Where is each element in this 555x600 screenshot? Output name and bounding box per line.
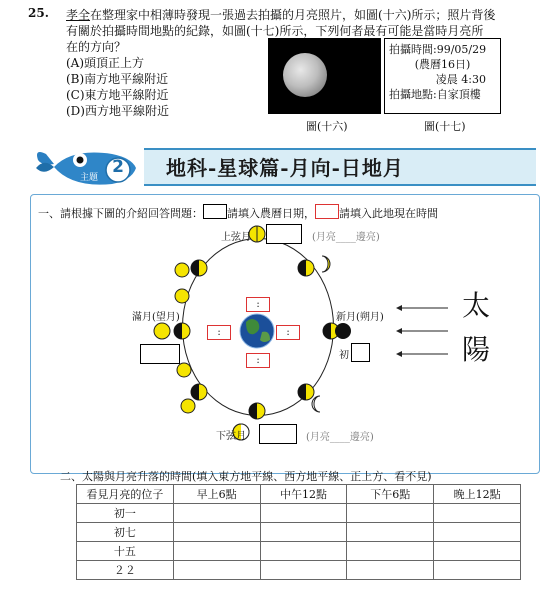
answer-cell[interactable]: [173, 561, 260, 580]
moon-left: [174, 323, 190, 339]
moon-bottom: [249, 403, 265, 419]
label-first-quarter: 上弦月: [221, 232, 251, 243]
time-box-bottom[interactable]: :: [246, 353, 270, 368]
student-name: 孝全: [66, 8, 91, 22]
record-place: 拍攝地點:自家頂樓: [389, 88, 481, 101]
phase-crescent-bottom: [312, 396, 320, 412]
question-line-2: 有關於拍攝時間地點的紀錄，如圖(十七)所示，下列何者最有可能是當時月亮所: [66, 24, 484, 38]
theme-number: 2: [112, 157, 124, 177]
section1-heading-c: 請填入此地現在時間: [339, 207, 438, 220]
sun-char-1: 太: [462, 289, 491, 322]
col-6am: 早上6點: [173, 485, 260, 504]
table-row: [77, 523, 521, 542]
fig16-caption: 圖(十六): [306, 120, 348, 133]
option-a: (A)頭頂正上方: [66, 56, 145, 70]
answer-cell[interactable]: [347, 504, 434, 523]
answer-cell[interactable]: [434, 504, 521, 523]
answer-cell[interactable]: [434, 561, 521, 580]
answer-cell[interactable]: [434, 542, 521, 561]
phase-new: [335, 323, 351, 339]
answer-box-first-quarter[interactable]: [266, 224, 302, 244]
answer-cell[interactable]: [173, 504, 260, 523]
label-new-moon: 新月(朔月): [336, 312, 384, 323]
answer-cell[interactable]: [260, 523, 347, 542]
row-label: 十五: [77, 542, 174, 561]
answer-box-chu[interactable]: [351, 343, 370, 362]
table-row: [77, 542, 521, 561]
phase-waxing-gibbous: [175, 263, 189, 303]
answer-cell[interactable]: [260, 542, 347, 561]
answer-cell[interactable]: [260, 561, 347, 580]
row-label: ２２: [77, 561, 174, 580]
record-clock: 凌晨 4:30: [435, 73, 486, 86]
moon-bottom-right: [298, 384, 314, 400]
rise-set-table: [76, 484, 521, 580]
phase-full: [154, 323, 170, 339]
phase-crescent-top: [322, 256, 330, 272]
moon-bottom-left: [191, 384, 207, 400]
table-row: [77, 504, 521, 523]
answer-cell[interactable]: [347, 523, 434, 542]
moon-top-right: [298, 260, 314, 276]
row-label: 初七: [77, 523, 174, 542]
moon-top-left: [191, 260, 207, 276]
section1-heading-a: 一、請根據下圖的介紹回答問題：: [38, 207, 203, 220]
option-c: (C)東方地平線附近: [66, 88, 169, 102]
section1-heading-b: 請填入農曆日期，: [227, 207, 315, 220]
answer-cell[interactable]: [173, 542, 260, 561]
answer-cell[interactable]: [347, 561, 434, 580]
label-full-moon: 滿月(望月): [132, 312, 180, 323]
col-position: 看見月亮的位子: [77, 485, 174, 504]
question-number: 25.: [28, 6, 49, 20]
time-box-right[interactable]: :: [276, 325, 300, 340]
label-last-quarter: 下弦月: [216, 431, 246, 442]
option-d: (D)西方地平線附近: [66, 104, 169, 118]
answer-cell[interactable]: [260, 504, 347, 523]
answer-cell[interactable]: [173, 523, 260, 542]
sun-char-2: 陽: [462, 333, 491, 366]
col-6pm: 下午6點: [347, 485, 434, 504]
col-midnight: 晚上12點: [434, 485, 521, 504]
earth-icon: [240, 314, 274, 348]
col-noon: 中午12點: [260, 485, 347, 504]
question-line-3: 在的方向？: [66, 40, 127, 54]
banner-title: 地科-星球篇-月向-日地月: [166, 156, 404, 180]
question-text-1: 在整理家中相薄時發現一張過去拍攝的月亮照片，如圖(十六)所示；照片背後: [90, 8, 496, 22]
label-chu: 初: [339, 350, 349, 361]
table-row: [77, 561, 521, 580]
theme-label: 主題: [80, 173, 99, 183]
fig17-caption: 圖(十七): [424, 120, 466, 133]
record-time: 拍攝時間:99/05/29: [389, 43, 487, 56]
hint-first-quarter: (月亮____邊亮): [312, 232, 380, 243]
record-lunar: (農曆16日): [414, 58, 471, 71]
hint-last-quarter: (月亮____邊亮): [306, 432, 374, 443]
answer-cell[interactable]: [434, 523, 521, 542]
time-box-left[interactable]: :: [207, 325, 231, 340]
answer-box-last-quarter[interactable]: [259, 424, 297, 444]
time-box-top[interactable]: :: [246, 297, 270, 312]
section2-heading: 二、太陽與月亮升落的時間(填入東方地平線、西方地平線、正上方、看不見): [60, 470, 432, 483]
table-header-row: [77, 485, 521, 504]
option-b: (B)南方地平線附近: [66, 72, 169, 86]
answer-cell[interactable]: [347, 542, 434, 561]
answer-box-full-moon[interactable]: [140, 344, 180, 364]
row-label: 初一: [77, 504, 174, 523]
